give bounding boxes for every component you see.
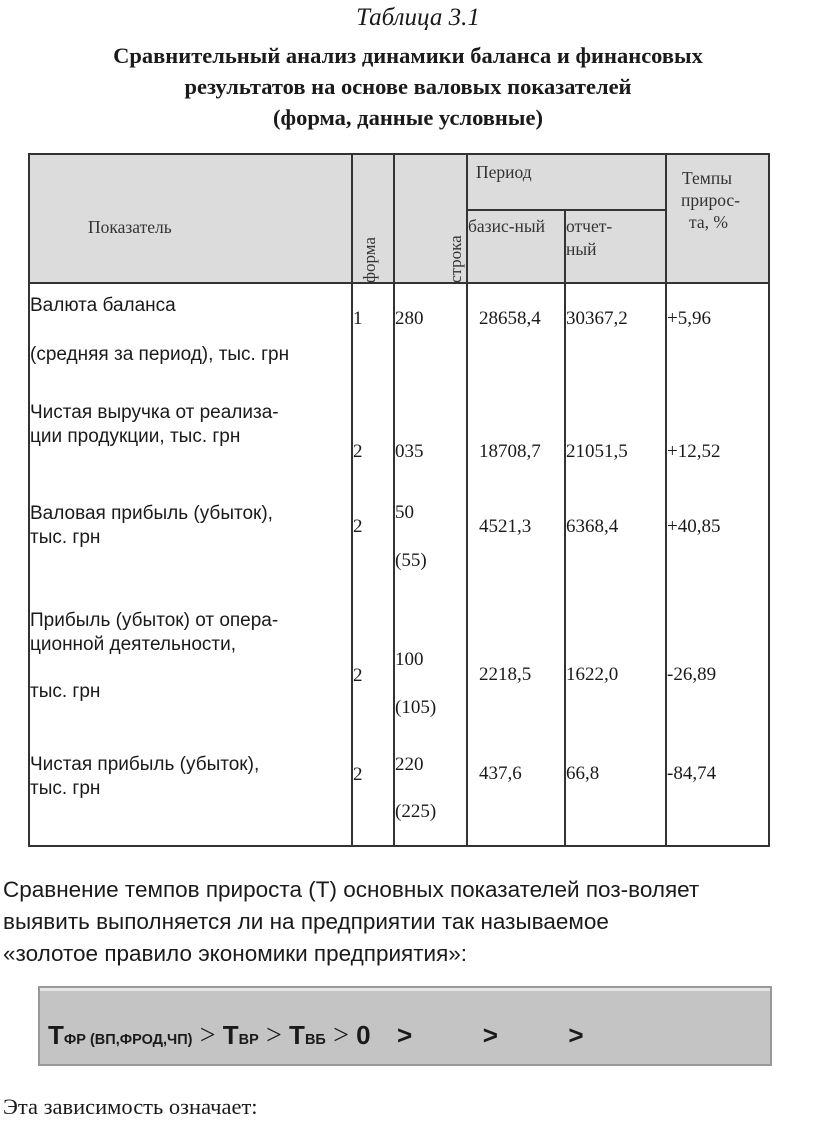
col-line-2 xyxy=(393,153,395,847)
formula-gt-2: > xyxy=(266,1020,282,1051)
formula-zero: 0 xyxy=(356,1020,371,1050)
col-line-5 xyxy=(665,153,667,847)
row-line-code: 280 xyxy=(395,308,424,329)
title-line-1: Сравнительный анализ динамики баланса и финансовых xyxy=(113,43,703,68)
row-base-value: 18708,7 xyxy=(479,441,541,462)
header-report-line-1: отчет- xyxy=(566,216,613,236)
row-name-line-1: Чистая прибыль (убыток), xyxy=(30,754,260,775)
row-name-line-1: Чистая выручка от реализа- xyxy=(30,402,279,423)
formula-box-highlight xyxy=(40,988,770,991)
row-growth-value: +40,85 xyxy=(667,516,721,537)
row-base-value: 2218,5 xyxy=(479,664,532,685)
paragraph-line-2: выявить выполняется ли на предприятии так называемое xyxy=(3,909,609,934)
golden-rule-formula xyxy=(48,1020,584,1052)
row-growth-value: +12,52 xyxy=(667,441,721,462)
row-report-value: 21051,5 xyxy=(566,441,628,462)
formula-gt-3: > xyxy=(333,1020,349,1051)
formula-t2: Т xyxy=(222,1020,239,1050)
title-line-3: (форма, данные условные) xyxy=(273,105,543,130)
row-form: 2 xyxy=(353,764,363,785)
row-report-value: 66,8 xyxy=(566,763,600,784)
row-name-line-2: ционной деятельности, xyxy=(30,634,237,655)
header-growth-line-1: Темпы xyxy=(682,168,732,188)
table-border-bottom xyxy=(28,845,770,847)
row-base-value: 4521,3 xyxy=(479,516,532,537)
row-name-line-2: ции продукции, тыс. грн xyxy=(30,426,241,447)
row-form: 2 xyxy=(353,441,363,462)
table-title xyxy=(0,40,816,133)
header-growth-line-2: прирос- xyxy=(681,190,741,210)
row-form: 2 xyxy=(353,516,363,537)
formula-t2-subscript: ВР xyxy=(238,1032,259,1048)
header-bottom-line xyxy=(28,282,770,284)
row-line-code-alt: (225) xyxy=(395,801,437,822)
formula-t3-subscript: ВБ xyxy=(304,1032,326,1048)
body-paragraph xyxy=(3,874,813,970)
col-line-1 xyxy=(351,153,353,847)
row-base-value: 28658,4 xyxy=(479,308,541,329)
row-line-code: 035 xyxy=(395,441,424,462)
row-growth-value: -26,89 xyxy=(667,664,717,685)
paragraph-line-3: «золотое правило экономики предприятия»: xyxy=(3,941,468,966)
row-form: 1 xyxy=(353,308,363,329)
row-line-code: 50 xyxy=(395,502,414,523)
formula-gt-1: > xyxy=(199,1020,216,1051)
row-growth-value: +5,96 xyxy=(667,308,711,329)
table-border-top xyxy=(28,153,770,155)
row-line-code-alt: (105) xyxy=(395,697,437,718)
row-name-line-3: тыс. грн xyxy=(30,681,101,702)
row-name-line-1: Валовая прибыль (убыток), xyxy=(30,503,273,524)
row-line-code: 220 xyxy=(395,754,424,775)
row-report-value: 30367,2 xyxy=(566,308,628,329)
header-indicator: Показатель xyxy=(88,217,172,237)
row-name-line-1: Прибыль (убыток) от опера- xyxy=(30,610,279,631)
header-report-line-2: ный xyxy=(566,239,597,259)
row-form: 2 xyxy=(353,665,363,686)
formula-tail-gt-3: > xyxy=(568,1020,584,1050)
col-line-0 xyxy=(28,153,30,847)
header-row: строка xyxy=(446,235,465,283)
col-line-6 xyxy=(768,153,770,847)
row-growth-value: -84,74 xyxy=(667,763,717,784)
col-line-3 xyxy=(466,153,468,847)
row-name-line-2: тыс. грн xyxy=(30,778,101,799)
row-name-line-2: тыс. грн xyxy=(30,527,101,548)
formula-t1: Т xyxy=(48,1020,64,1050)
paragraph-line-1: Сравнение темпов прироста (Т) основных показателей поз-воляет xyxy=(3,877,700,902)
row-report-value: 1622,0 xyxy=(566,664,619,685)
row-name-line-2: (средняя за период), тыс. грн xyxy=(30,344,290,365)
header-growth-line-3: та, % xyxy=(689,212,728,232)
formula-t3: Т xyxy=(289,1020,305,1050)
row-name-line-1: Валюта баланса xyxy=(30,295,176,316)
formula-tail-gt-1: > xyxy=(397,1020,413,1050)
row-base-value: 437,6 xyxy=(479,763,522,784)
period-divider xyxy=(466,209,666,211)
row-line-code: 100 xyxy=(395,649,424,670)
header-form: форма xyxy=(360,237,379,283)
header-base: базис-ный xyxy=(468,216,546,236)
row-report-value: 6368,4 xyxy=(566,516,619,537)
title-line-2: результатов на основе валовых показателей xyxy=(184,74,632,99)
formula-t1-subscript: ФР (ВП,ФРОД,ЧП) xyxy=(63,1032,193,1048)
table-caption: Таблица 3.1 xyxy=(356,4,480,31)
header-period: Период xyxy=(476,162,532,182)
row-line-code-alt: (55) xyxy=(395,550,427,571)
formula-tail-gt-2: > xyxy=(482,1020,498,1050)
bottom-text: Эта зависимость означает: xyxy=(3,1094,258,1119)
